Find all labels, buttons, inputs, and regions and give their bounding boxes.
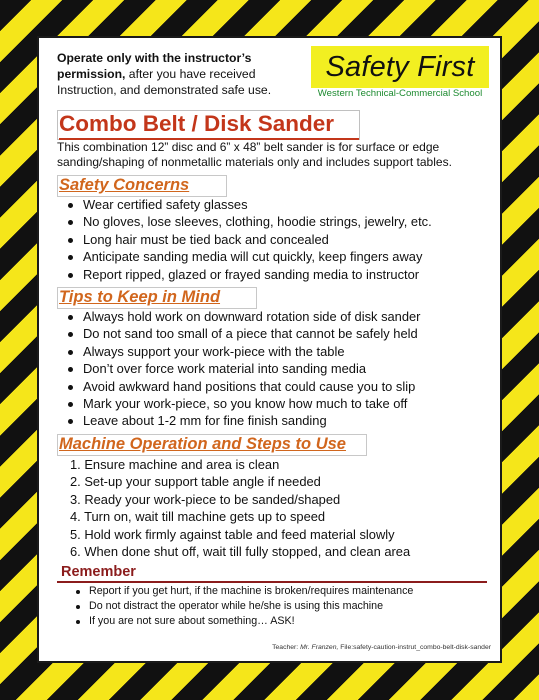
bullet-icon xyxy=(76,590,80,594)
list-item-text: 2. Set-up your support table angle if needed xyxy=(70,474,321,490)
list-item xyxy=(57,196,487,213)
list-item-text: Always hold work on downward rotation side of disk sander xyxy=(83,309,421,324)
list-item-text: Long hair must be tied back and concealed xyxy=(83,231,329,247)
list-item-text: Leave about 1-2 mm for fine finish sanding xyxy=(83,413,327,429)
list-item xyxy=(57,360,487,377)
bullet-icon xyxy=(76,620,80,624)
safety-first-title: Safety First xyxy=(325,51,475,83)
list-item xyxy=(57,508,487,525)
instructor-permission-note xyxy=(57,50,307,98)
list-item-text: 4. Turn on, wait till machine gets up to speed xyxy=(70,509,326,525)
list-item xyxy=(57,456,487,473)
list-item xyxy=(57,614,487,629)
list-item-text: Always support your work-piece with the table xyxy=(83,343,345,359)
bullet-icon xyxy=(68,367,73,372)
list-item xyxy=(57,395,487,412)
list-item xyxy=(57,378,487,395)
bullet-icon xyxy=(68,332,73,337)
bullet-icon xyxy=(76,605,80,609)
remember-heading: Remember xyxy=(61,564,136,580)
list-item-text: Do not distract the operator while he/she is using this machine xyxy=(89,600,384,613)
safety-concerns-list xyxy=(57,196,487,283)
machine-description: This combination 12” disc and 6” x 48” belt sander is for surface or edge sanding/shaping of nonmetallic materials only and includes support tables. xyxy=(57,140,452,169)
list-item xyxy=(57,526,487,543)
list-item xyxy=(57,325,487,342)
safety-first-badge xyxy=(311,46,489,88)
list-item xyxy=(57,266,487,283)
bullet-icon xyxy=(68,273,73,278)
bullet-icon xyxy=(68,203,73,208)
list-item-text: If you are not sure about something… ASK! xyxy=(89,615,295,628)
list-item xyxy=(57,412,487,429)
list-item xyxy=(57,213,487,230)
list-item xyxy=(57,543,487,560)
list-item-text: Report if you get hurt, if the machine is broken/requires maintenance xyxy=(89,585,414,597)
intro-rest-text: after you have received Instruction, and demonstrated safe use. xyxy=(57,67,272,97)
list-item-text: 1. Ensure machine and area is clean xyxy=(70,457,280,472)
bullet-icon xyxy=(68,385,73,390)
list-item-text: 3. Ready your work-piece to be sanded/shaped xyxy=(70,491,341,507)
safety-concerns-heading: Safety Concerns xyxy=(59,176,190,194)
list-item xyxy=(57,248,487,265)
footer-credit xyxy=(219,644,491,651)
file-name: safety-caution-instrut_combo-belt-disk-sander xyxy=(353,644,491,651)
operation-heading: Machine Operation and Steps to Use xyxy=(59,435,346,453)
tips-list xyxy=(57,308,487,430)
teacher-name: Mr. Franzen, xyxy=(300,644,339,651)
list-item-text: Don’t over force work material into sanding media xyxy=(83,361,367,377)
bullet-icon xyxy=(68,220,73,225)
list-item-text: Do not sand too small of a piece that cannot be safely held xyxy=(83,326,418,342)
list-item-text: Mark your work-piece, so you know how much to take off xyxy=(83,396,408,412)
bullet-icon xyxy=(68,350,73,355)
list-item xyxy=(57,491,487,508)
bullet-icon xyxy=(68,315,73,320)
remember-list xyxy=(57,584,487,630)
list-item-text: Report ripped, glazed or frayed sanding media to instructor xyxy=(83,266,420,282)
list-item-text: Avoid awkward hand positions that could cause you to slip xyxy=(83,378,416,394)
intro-bold-text: Operate only with the instructor’s permission, xyxy=(57,51,252,81)
teacher-label: Teacher: xyxy=(272,644,299,651)
list-item-text: Anticipate sanding media will cut quickly, keep fingers away xyxy=(83,249,423,265)
operation-steps-list xyxy=(57,456,487,560)
file-label: File: xyxy=(340,644,354,651)
school-name: Western Technical-Commercial School xyxy=(317,88,483,99)
list-item xyxy=(57,473,487,490)
page-title: Combo Belt / Disk Sander xyxy=(59,111,335,136)
list-item xyxy=(57,584,487,599)
list-item-text: 6. When done shut off, wait till fully stopped, and clean area xyxy=(70,544,411,560)
safety-sheet xyxy=(37,36,502,663)
tips-heading: Tips to Keep in Mind xyxy=(59,288,221,306)
bullet-icon xyxy=(68,238,73,243)
bullet-icon xyxy=(68,419,73,424)
list-item xyxy=(57,231,487,248)
list-item xyxy=(57,599,487,614)
remember-divider xyxy=(57,581,487,583)
bullet-icon xyxy=(68,402,73,407)
list-item-text: Wear certified safety glasses xyxy=(83,197,248,212)
list-item xyxy=(57,308,487,325)
list-item-text: 5. Hold work firmly against table and feed material slowly xyxy=(70,526,395,542)
list-item xyxy=(57,343,487,360)
bullet-icon xyxy=(68,255,73,260)
list-item-text: No gloves, lose sleeves, clothing, hoodie strings, jewelry, etc. xyxy=(83,214,432,230)
